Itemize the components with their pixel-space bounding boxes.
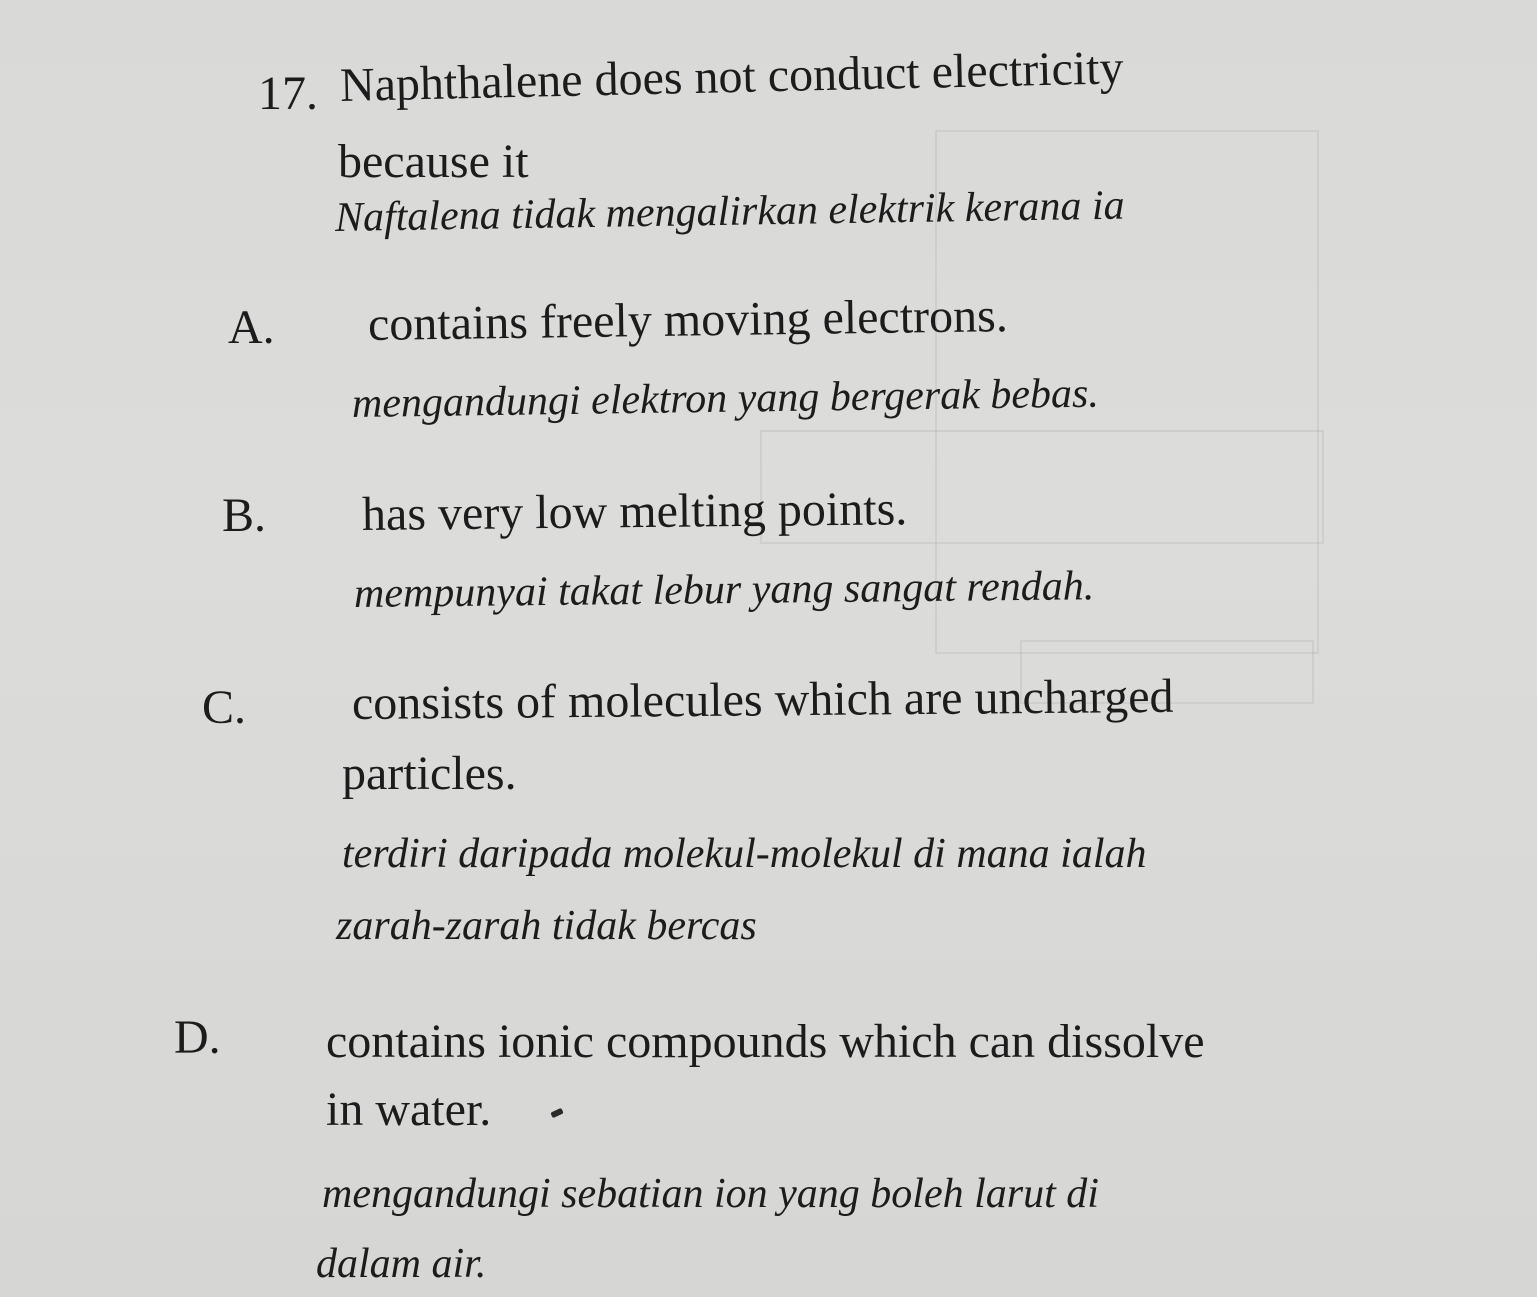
option-c-text-ms-line-1: terdiri daripada molekul-molekul di mana ialah bbox=[342, 831, 1147, 877]
option-d-text-ms-line-1: mengandungi sebatian ion yang boleh larut di bbox=[322, 1171, 1099, 1217]
option-d-text-en-line-1: contains ionic compounds which can dissolve bbox=[326, 1015, 1205, 1068]
option-a-text-ms: mengandungi elektron yang bergerak bebas. bbox=[351, 370, 1100, 427]
question-stem-ms: Naftalena tidak mengalirkan elektrik kerana ia bbox=[334, 182, 1125, 241]
option-c-text-en-line-2: particles. bbox=[342, 747, 517, 800]
option-d-text-en-line-2: in water. bbox=[326, 1083, 492, 1136]
question-stem-en-line-2: because it bbox=[338, 135, 529, 188]
option-c-text-ms-line-2: zarah-zarah tidak bercas bbox=[336, 903, 757, 949]
option-c-text-en-line-1: consists of molecules which are uncharged bbox=[351, 669, 1174, 730]
option-a-text-en: contains freely moving electrons. bbox=[367, 289, 1009, 351]
question-stem-en-line-1: Naphthalene does not conduct electricity bbox=[339, 41, 1125, 112]
question-number: 17. bbox=[258, 67, 318, 120]
pencil-mark bbox=[550, 1108, 563, 1119]
option-b-label: B. bbox=[222, 489, 267, 542]
option-d-label: D. bbox=[174, 1011, 221, 1064]
option-d-text-ms-line-2: dalam air. bbox=[316, 1241, 487, 1287]
option-b-text-ms: mempunyai takat lebur yang sangat rendah. bbox=[353, 563, 1095, 617]
option-b-text-en: has very low melting points. bbox=[361, 482, 908, 541]
option-c-label: C. bbox=[202, 681, 247, 734]
option-a-label: A. bbox=[228, 301, 275, 354]
